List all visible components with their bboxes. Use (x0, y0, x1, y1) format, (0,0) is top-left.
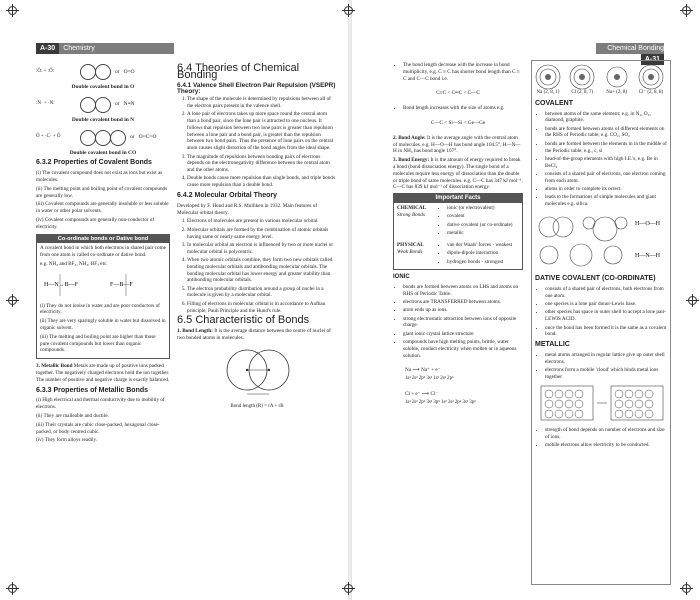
list-item: (iv) They form alloys readily. (36, 437, 98, 444)
registration-mark-icon (8, 6, 17, 15)
co2-result: O=C=O (138, 134, 157, 141)
right-column-1 (393, 62, 523, 406)
bond-length-caption: Bond length (R) = rA + rB (230, 404, 284, 410)
list-item: (iii) Covalent compounds are generally insoluble or less soluble in water or other polar solvents. (36, 201, 169, 215)
list-item: • compounds have high melting points, brittle, water soluble, conduct electricity when molten or in aqueous solution. (403, 339, 523, 359)
right-page-number: A-31 (641, 54, 664, 65)
registration-mark-icon (682, 6, 691, 15)
svg-text:H—N→B—F: H—N→B—F (44, 281, 79, 288)
na-config: 1s² 2s² 2p⁶ 3s¹ 1s² 2s² 2p⁶ (405, 376, 454, 382)
o2-diagram: :Ö: + :Ö: or O=O (36, 62, 170, 82)
covalent-properties-heading: 6.3.2 Properties of Covalent Bonds (36, 159, 152, 167)
vsepr-heading: 6.4.1 Valence Shell Electron Pair Repulsion (VSEPR) Theory: (177, 81, 336, 96)
list-item: • giant ionic crystal lattice structure (403, 331, 523, 338)
registration-mark-icon (682, 584, 691, 593)
list-item: 2. A lone pair of electrons takes up more space round the central atom than a bond pair, since the lone pair is attracted to one nucleus. It follows that repulsion between two lone pairs is greater than repulsion between a lone pair and a bond pair, is greater than the repulsion between two bond pairs. Thus the presence of lone pairs on the central atom causes slight distortion of the bond angles from the ideal shape. (187, 111, 337, 152)
ionic-heading: IONIC (393, 274, 410, 281)
list-item: 5. The electron probability distribution around a group of nuclei in a molecule is given by a molecular orbital. (187, 286, 337, 300)
list-item: 3. In molecular orbital an electron is influenced by two or more nuclei or molecular orbital is polycentric. (187, 242, 337, 256)
or-label: or (115, 101, 120, 108)
list-item: • atoms in order to complete its octect. (545, 186, 667, 193)
covalent-properties-list (36, 170, 170, 230)
list-item: • head-of-the-group elements with high I.E.'s, e.g. Be in BeCl₂ (545, 156, 667, 170)
list-item: 1. The shape of the molecule is determined by repulsions between all of the electron pairs present in the valence shell. (187, 96, 337, 110)
or-label: or (130, 134, 135, 141)
list-item: (i) The covalent compound does not exist as ions but exist as molecules. (36, 170, 163, 183)
list-item: 4. Double bonds cause more repulsion than single bonds, and triple bonds cause more repulsion than a double bond. (187, 175, 337, 189)
dative-heading: DATIVE COVALENT (CO-ORDINATE) (535, 275, 656, 283)
vsepr-list (177, 96, 337, 189)
registration-mark-icon (344, 6, 353, 15)
mo-heading: 6.4.2 Molecular Orbital Theory (177, 192, 277, 200)
page-gutter (348, 0, 352, 600)
registration-mark-icon (8, 296, 17, 305)
list-item: • consists of a shared pair of electrons, both electrons from one atom. (545, 286, 667, 300)
list-item: 1. Electrons of molecules are present in various molecular orbital. (187, 218, 337, 225)
dative-list (535, 286, 667, 338)
atom-cl: Cl (2, 8, 7) (569, 64, 595, 97)
list-item: • electrons are TRANSFERRED between atoms. (403, 299, 523, 306)
atom-na: Na (2, 8, 1) (535, 64, 561, 97)
list-item: • between atoms of the same element; e.g. in N₂, O₂, diamond, graphite. (545, 111, 667, 125)
list-item: (iv) Covalent compounds are generally non-conductor of electricity. (36, 216, 155, 230)
n2-caption: Double covalent bond in N (71, 116, 135, 123)
n2-result: N≡N (123, 101, 135, 108)
list-item: • The bond length decrease with the increase in bond multiplicity, e.g. C ≡ C has shorter bond length than C ≡ C and C—C bond i.e. (403, 62, 523, 82)
bond-length-figure (177, 344, 337, 402)
covalent-molecule-diagrams (535, 209, 667, 269)
list-item: (i) High electrical and thermal conductivity due to mobility of electrons. (36, 397, 165, 411)
list-item: 3. The magnitude of repulsions between bonding pairs of electrons depends on the electronegativity difference between the central atom and the other atoms. (187, 154, 337, 174)
atom-diagrams (535, 64, 667, 97)
list-item: • bonds are formed between atoms on LHS and atoms on RHS of Periodic Table. (403, 284, 523, 298)
coordinate-bond-diagram (40, 270, 168, 300)
list-item: (iii) Their crystals are cubic close-packed, hexagonal close-packed, or body centred cubic. (36, 421, 160, 435)
list-item: (iii) The melting and boiling point are higher than those pure covalent compounds but lower than organic compounds. (40, 333, 156, 354)
list-item: • once the bond has been formed it is the same as a covalent bond. (545, 325, 667, 339)
registration-mark-icon (8, 584, 17, 593)
svg-text:H—O—H: H—O—H (635, 221, 660, 228)
o2-result: O=O (123, 68, 135, 75)
metallic-properties-heading: 6.3.3 Properties of Metallic Bonds (36, 386, 149, 394)
metallic-lattice-diagram (535, 382, 667, 424)
formula-bond-multiplicity: C≡C < C═C < C—C (436, 90, 480, 97)
cl-equation: Cl + e⁻ ⟶ Cl⁻ (405, 390, 439, 397)
co2-diagram: Ö + ·C· + Ö or O=C=O (36, 128, 170, 148)
important-facts-title: Important Facts (394, 194, 522, 203)
list-item: • strength of bond depends on number of electrons and size of ions. (545, 427, 667, 441)
or-label: or (115, 68, 120, 75)
ionic-list (393, 284, 523, 359)
svg-text:H—N—H: H—N—H (635, 253, 660, 260)
fact-row-physical: PHYSICAL Weak Bonds • van der Waals' forces - weakest • dipole-dipole interaction • hydrogen bonds - strongest (394, 240, 522, 269)
bond-energy-para: 3. Bond Energy: It is the amount of energy required to break a bond (bond dissociation energy). The single bond of a molecules require less energy of dissociation than the double or triple bond of same molecules. e.g. C—C has 347 kJ mol⁻¹, C—C has 839 kJ mol⁻¹ of dissociation energy. (393, 157, 523, 191)
bond-angle-para: 2. Bond Angle: It is the average angle with the central atom of molecules. e.g. H—O—H has bond angle 104.5°, H—N—H in NH₃ has bond angle 107°. (393, 134, 521, 155)
svg-text:F—B—F: F—B—F (110, 281, 133, 288)
list-item: • mobile electrons allow electricity to be conducted. (545, 442, 667, 449)
list-item: • consists of a shared pair of electrons, one electron coming from each atom. (545, 171, 667, 185)
list-item: (ii) They are very sparingly soluble in water but dissolved in organic solvent. (40, 318, 166, 331)
metallic-list-2 (535, 427, 667, 449)
left-column-1 (36, 62, 170, 446)
list-item: • Bond length increases with the size of atoms e.g. (403, 105, 523, 112)
metallic-list (535, 352, 667, 381)
fact-row-chemical: CHEMICAL Strong Bonds • ionic (or electrovalent) • covalent • dative covalent (or co-ordinate) • metallic (394, 203, 522, 240)
list-item: • one species is a lone pair donor-Lewis base. (545, 301, 667, 308)
left-header-title: Chemistry (63, 45, 95, 52)
important-facts-box (393, 193, 523, 270)
list-item: • metal atoms arranged in regular lattice give up outer shell electrons. (545, 352, 667, 366)
bond-length-bullets (393, 62, 523, 82)
coordinate-example: e.g. NH₃ and BF₃, NH₃, BF₃ etc. (40, 260, 108, 267)
covalent-list (535, 111, 667, 208)
sidebar-content (535, 64, 667, 450)
mo-intro: Developed by F. Hund and R.S. Mulliken in 1932. Main features of Molecular orbital theory. (177, 202, 318, 216)
right-page-header (596, 43, 664, 63)
list-item: (ii) The melting point and boiling point of covalent compounds are generally low. (36, 185, 168, 199)
o2-caption: Double covalent bond in O (71, 84, 135, 90)
bond-length-para: 1. Bond Length: It is the average distance between the centre of nuclei of two bonded atoms in molecules. (177, 328, 331, 341)
list-item: 4. When two atomic orbitals combine, they form two new orbitals called bonding molecular orbitals and antibonding molecular orbitals. The bonding molecular orbital has lower energy and greater stability than antibonding molecular orbitals. (187, 257, 337, 284)
left-page-header (36, 43, 174, 54)
list-item: • strong electrostatic attraction between ions of opposite charge. (403, 316, 523, 330)
cl-config: 1s² 2s² 2p⁶ 3s² 3p⁵ 1s² 2s² 2p⁶ 3s² 3p⁶ (405, 399, 476, 405)
list-item: • atom ends up as ions. (403, 307, 523, 314)
n2-diagram: :N· + ·N: or N≡N (36, 95, 170, 115)
list-item: (i) They do not ionise in water and are poor conductors of electricity. (40, 302, 160, 316)
metallic-bond-para: 3. Metallic Bond Metals are made up of positive ions packed together. The negatively charged electrons hold the ion together. The number of positive and negative charge is exactly balanced. (36, 363, 170, 383)
characteristics-heading: 6.5 Characteristic of Bonds (177, 314, 310, 327)
list-item: (ii) They are malleable and ductile. (36, 412, 109, 419)
list-item: • bonds are formed between atoms of different elements on the RHS of Periodic table; e.g. CO₂, SO₂ (545, 126, 667, 140)
registration-mark-icon (344, 584, 353, 593)
co2-caption: Double covalent bond in CO (69, 149, 137, 156)
list-item: • leads to the formations of simple molecules and giant molecules e.g. silica. (545, 194, 667, 208)
atom-na-ion: Na+ (2, 8) (604, 64, 630, 97)
coordinate-intro: A covalent bond in which both electrons in shared pair come from one atom is called co-ordinate or dative bond. (40, 245, 166, 259)
na-equation: Na ⟶ Na⁺ + e⁻ (405, 367, 441, 374)
left-page-number: A-30 (36, 43, 59, 54)
list-item: 2. Molecular orbitals are formed by the combination of atomic orbitals having same or nearly same energy level. (187, 227, 337, 241)
theories-heading: 6.4 Theories of Chemical Bonding (177, 62, 300, 81)
coordinate-bond-title: Co-ordinate bonds or Dative bond (37, 235, 169, 244)
list-item: • electrons form a mobile 'cloud' which binds metal ions together (545, 367, 667, 381)
list-item: • other species has space in outer shell to accept a lone pair-LEWIS ACID. (545, 309, 667, 323)
metallic-heading: METALLIC (535, 341, 570, 349)
left-column-2 (177, 62, 337, 411)
formula-atom-size: C—C < Si—Si < Ge—Ge (430, 119, 486, 126)
atom-cl-ion: Cl⁻ (2, 8, 8) (638, 64, 664, 97)
coordinate-bond-box (36, 234, 170, 360)
covalent-heading: COVALENT (535, 99, 573, 107)
right-header-title: Chemical Bonding (607, 45, 664, 52)
mo-list (177, 218, 337, 314)
list-item: • bonds are formed between the elements in in the middle of the Periodic table; e.g., c, si (545, 141, 667, 155)
list-item: 6. Filling of electrons in molecular orbital is in accordance to Aufbau principle, Pauli Principle and the Hund's rule. (187, 301, 337, 315)
registration-mark-icon (688, 296, 697, 305)
